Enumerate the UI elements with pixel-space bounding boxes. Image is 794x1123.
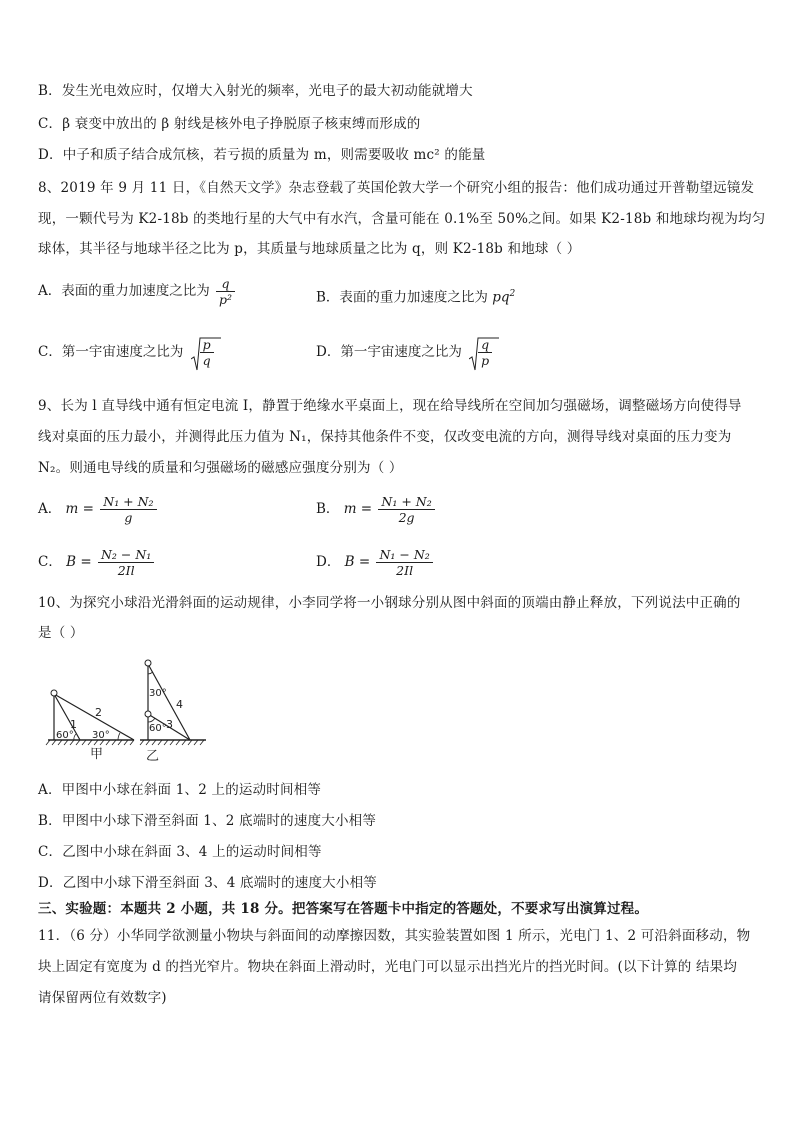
q7-option-d: D．中子和质子结合成氘核，若亏损的质量为 m，则需要吸收 mc² 的能量 xyxy=(38,147,486,163)
figure-yi xyxy=(140,660,206,764)
q9-stem-line3: N₂。则通电导线的质量和匀强磁场的磁感应强度分别为（ ） xyxy=(38,460,403,476)
option-letter: A． xyxy=(38,501,62,517)
figure-jia xyxy=(46,690,134,762)
q8-option-a-text: A．表面的重力加速度之比为 xyxy=(38,283,210,299)
incline-label-3: 3 xyxy=(166,718,173,731)
q8-option-d-sqrt xyxy=(469,337,492,368)
fraction-numerator: p xyxy=(202,337,211,352)
fraction-numerator: N₁ + N₂ xyxy=(381,494,432,509)
q8-option-c xyxy=(38,337,214,368)
q8-option-d-text: D．第一宇宙速度之比为 xyxy=(316,344,462,360)
q11-stem-line2: 块上固定有宽度为 d 的挡光窄片。物块在斜面上滑动时，光电门可以显示出挡光片的挡光时间。(以下计算的 结果均 xyxy=(38,959,738,975)
q8-option-c-text: C．第一宇宙速度之比为 xyxy=(38,344,184,360)
q10-option-b: B．甲图中小球下滑至斜面 1、2 底端时的速度大小相等 xyxy=(38,813,377,829)
fraction-denominator: 2g xyxy=(378,509,434,525)
incline-label-1: 1 xyxy=(70,718,77,731)
lhs: m = xyxy=(343,501,373,517)
incline-label-2: 2 xyxy=(95,706,102,719)
fraction-numerator: q xyxy=(221,276,230,291)
q7-option-b: B．发生光电效应时，仅增大入射光的频率，光电子的最大初动能就增大 xyxy=(38,83,473,99)
figure-jia-caption: 甲 xyxy=(90,747,104,762)
fraction-numerator: N₁ + N₂ xyxy=(103,494,154,509)
fraction-denominator: 2Il xyxy=(98,562,154,578)
option-letter: B． xyxy=(316,501,340,517)
fraction-denominator: p² xyxy=(216,291,235,307)
fraction-denominator: p xyxy=(478,352,492,368)
q11-stem-line3: 请保留两位有效数字) xyxy=(38,990,167,1006)
q9-stem-line1: 9、长为 l 直导线中通有恒定电流 I，静置于绝缘水平桌面上，现在给导线所在空间加匀强磁场，调整磁场方向使得导 xyxy=(38,398,742,414)
q8-option-b-text: B．表面的重力加速度之比为 xyxy=(316,289,488,306)
q9-option-c xyxy=(38,547,154,578)
fraction-denominator: q xyxy=(200,352,214,368)
incline-figure xyxy=(40,652,210,768)
q9-option-b xyxy=(316,494,435,525)
q8-option-d xyxy=(316,337,492,368)
q8-stem-line3: 球体，其半径与地球半径之比为 p，其质量与地球质量之比为 q，则 K2-18b 和地球（ ） xyxy=(38,241,581,257)
q8-option-b-expr: pq xyxy=(492,289,510,306)
angle-label-30: 30° xyxy=(92,730,110,741)
incline-label-4: 4 xyxy=(176,698,183,711)
q9-option-a-fraction xyxy=(100,494,156,525)
fraction-denominator: g xyxy=(100,509,156,525)
q9-option-d xyxy=(316,547,433,578)
q11-stem-line1: 11．（6 分）小华同学欲测量小物块与斜面间的动摩擦因数，其实验装置如图 1 所示，光电门 1、2 可沿斜面移动，物 xyxy=(38,928,751,944)
q9-option-c-fraction xyxy=(98,547,154,578)
q8-stem-line1: 8、2019 年 9 月 11 日，《自然天文学》杂志登载了英国伦敦大学一个研究小组的报告：他们成功通过开普勒望远镜发 xyxy=(38,180,755,196)
q8-option-c-sqrt xyxy=(191,337,214,368)
lhs: B = xyxy=(344,554,371,570)
q10-option-c: C．乙图中小球在斜面 3、4 上的运动时间相等 xyxy=(38,844,322,860)
q9-option-d-fraction xyxy=(376,547,432,578)
lhs: m = xyxy=(65,501,94,517)
q9-option-b-fraction xyxy=(378,494,434,525)
figure-yi-caption: 乙 xyxy=(146,749,160,764)
angle-label-60: 60° xyxy=(56,730,74,741)
lhs: B = xyxy=(66,554,92,570)
q10-stem-line2: 是（ ） xyxy=(38,625,84,641)
option-letter: C． xyxy=(38,554,62,570)
fraction-numerator: q xyxy=(481,337,490,352)
fraction-numerator: N₂ − N₁ xyxy=(100,547,152,562)
q9-option-a xyxy=(38,494,157,525)
q8-option-b xyxy=(316,285,515,307)
q8-option-a xyxy=(38,276,235,307)
q7-option-c: C．β 衰变中放出的 β 射线是核外电子挣脱原子核束缚而形成的 xyxy=(38,116,421,132)
q10-stem-line1: 10、为探究小球沿光滑斜面的运动规律，小李同学将一小钢球分别从图中斜面的顶端由静止释放，下列说法中正确的 xyxy=(38,595,741,611)
angle-label-60: 60° xyxy=(149,723,167,734)
option-letter: D． xyxy=(316,554,341,570)
q8-stem-line2: 现，一颗代号为 K2-18b 的类地行星的大气中有水汽，含量可能在 0.1%至 50%之间。如果 K2-18b 和地球均视为均匀 xyxy=(38,211,766,227)
q10-option-d: D．乙图中小球下滑至斜面 3、4 底端时的速度大小相等 xyxy=(38,875,377,891)
fraction-denominator: 2Il xyxy=(376,562,432,578)
angle-label-30: 30° xyxy=(149,688,167,699)
q8-option-b-exponent: 2 xyxy=(509,289,516,299)
fraction-numerator: N₁ − N₂ xyxy=(379,547,430,562)
q9-stem-line2: 线对桌面的压力最小，并测得此压力值为 N₁，保持其他条件不变，仅改变电流的方向，测得导线对桌面的压力变为 xyxy=(38,429,732,445)
section-3-heading: 三、实验题：本题共 2 小题，共 18 分。把答案写在答题卡中指定的答题处，不要求写出演算过程。 xyxy=(38,901,649,917)
q10-option-a: A．甲图中小球在斜面 1、2 上的运动时间相等 xyxy=(38,782,322,798)
q8-option-a-fraction xyxy=(216,276,235,307)
